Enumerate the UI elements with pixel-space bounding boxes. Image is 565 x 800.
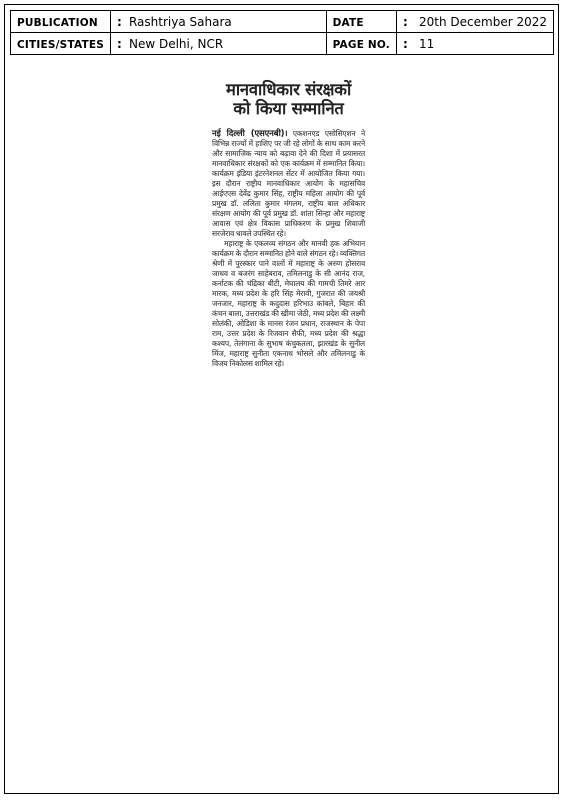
page-separator: : <box>403 36 408 51</box>
cities-label-cell <box>11 33 111 55</box>
metadata-row-1 <box>11 11 554 33</box>
page-value: 11 <box>419 36 435 51</box>
clipping-metadata-table <box>10 10 554 55</box>
publication-label-cell <box>11 11 111 33</box>
publication-value-cell <box>110 11 326 33</box>
article-paragraph-1 <box>212 129 365 239</box>
page-value-cell <box>397 33 554 55</box>
newspaper-clipping <box>212 80 365 369</box>
cities-label: CITIES/STATES <box>17 38 104 51</box>
publication-separator: : <box>116 14 122 29</box>
headline-line-1: मानवाधिकार संरक्षकों <box>225 80 352 99</box>
date-value-cell <box>397 11 554 33</box>
article-dateline: नई दिल्ली (एसएनबी)। <box>212 129 288 139</box>
headline-line-2: को किया सम्मानित <box>233 99 344 118</box>
article-headline <box>212 80 365 118</box>
publication-label: PUBLICATION <box>17 16 98 29</box>
page-label-cell <box>326 33 396 55</box>
page-label: PAGE NO. <box>332 38 391 51</box>
date-value: 20th December 2022 <box>419 14 547 29</box>
date-separator: : <box>403 14 408 29</box>
cities-value-cell <box>110 33 326 55</box>
metadata-row-2 <box>11 33 554 55</box>
paragraph-1-text: एकशनएड एसोसिएशन ने विभिन्न राज्यों में हाशिए पर जी रहे लोगों के साथ काम करने और सामाजिक न्याय को बढ़ावा देने की दिशा में प्रयासरत मानवाधिकार संरक्षकों को एक कार्यक्रम में सम्मानित किया। कार्यक्रम इंडिया इंटरनेशनल सेंटर में आयोजित किया गया। इस दौरान राष्ट्रीय मानवाधिकार आयोग के महासचिव आईएएस देवेंद्र कुमार सिंह, राष्ट्रीय महिला आयोग की पूर्व प्रमुख डॉ. ललिता कुमार मंगलम, राष्ट्रीय बाल अधिकार संरक्षण आयोग की पूर्व प्रमुख डॉ. शांता सिन्हा और महाराष्ट्र आवास एवं क्षेत्र विकास प्राधिकरण के प्रमुख शिवाजी सरजेराव धावले उपस्थित रहे। <box>212 129 365 238</box>
date-label: DATE <box>332 16 364 29</box>
article-paragraph-2 <box>212 239 365 369</box>
cities-separator: : <box>116 36 122 51</box>
cities-value: New Delhi, NCR <box>128 36 224 51</box>
publication-value: Rashtriya Sahara <box>128 14 232 29</box>
date-label-cell <box>326 11 396 33</box>
paragraph-2-text: महाराष्ट्र के एकलव्य संगठन और मानवी हक अभियान कार्यक्रम के दौरान सम्मानित होने वाले संगठन रहे। व्यक्तिगत श्रेणी में पुरस्कार पाने वालों में महाराष्ट्र के अरुण होसराव जाधव व बजरंग साहेबराव, तमिलनाडु के सी आनंद राज, कर्नाटक की चंद्रिका बीटी, मेघालय की गामची तिमरे आर मारक, मध्य प्रदेश के हरि सिंह मेरावी, गुजरात की जयश्री जनजार, महाराष्ट्र के कदुदास हरिभाउ कांबले, बिहार की कंचन बाला, उत्तराखंड की खीमा जेठी, मध्य प्रदेश की लक्ष्मी सोलंकी, ओडिशा के मानस रंजन प्रधान, राजस्थान के पेपा राम, उत्तर प्रदेश के रिजवान सैफी, मध्य प्रदेश की श्रद्धा कश्यप, तेलंगाना के सुभाष कंचुकतला, झारखंड के सुनील मिंज, महाराष्ट्र सुनीता एकनाथ भोसले और तमिलनाडु के विजय निकोलस शामिल रहे। <box>212 239 365 368</box>
